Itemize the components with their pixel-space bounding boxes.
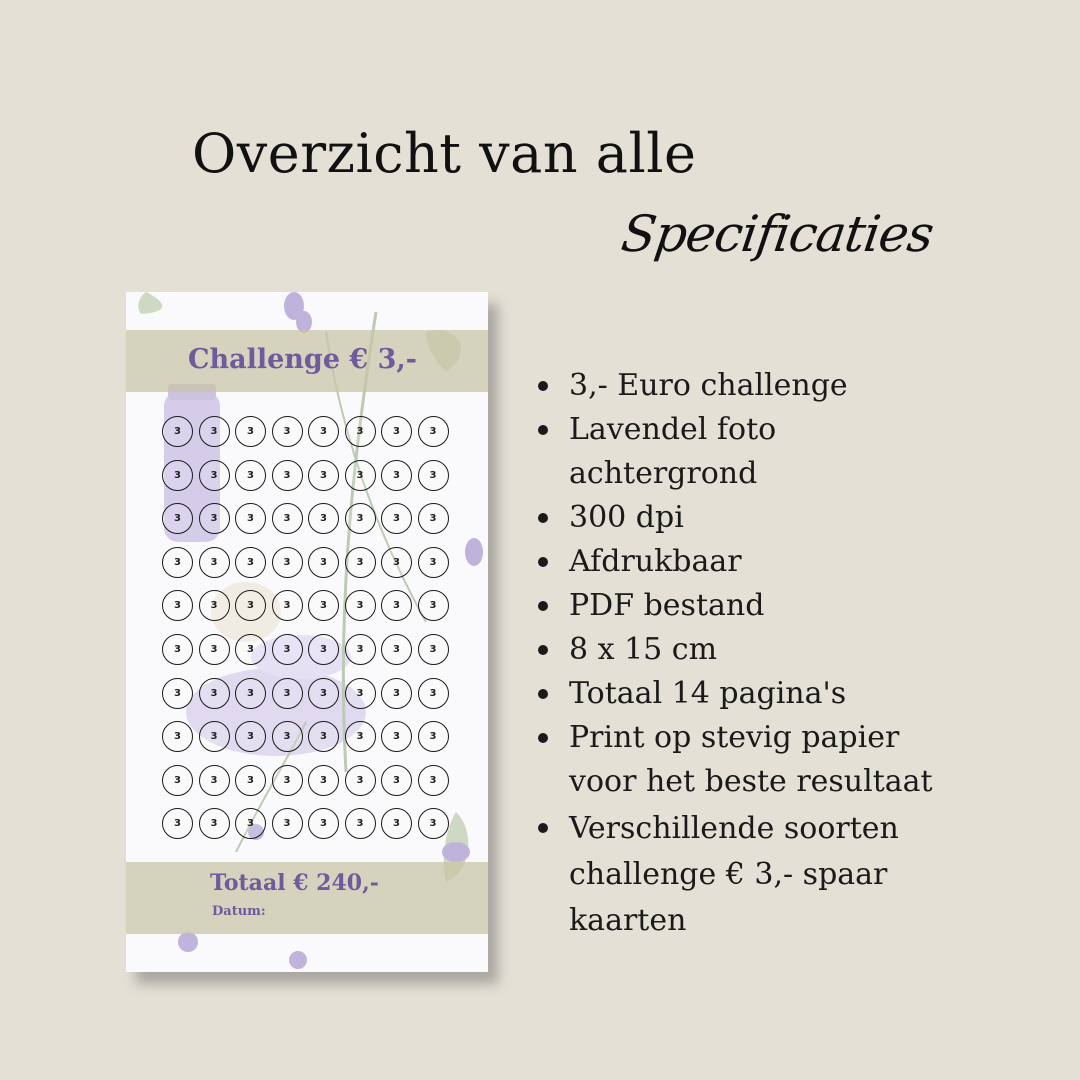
savings-coin: 3: [308, 765, 339, 796]
savings-coin: 3: [381, 547, 412, 578]
savings-coin: 3: [162, 547, 193, 578]
leaf: [138, 292, 162, 314]
savings-coin: 3: [418, 503, 449, 534]
savings-coin: 3: [235, 547, 266, 578]
savings-coin: 3: [308, 678, 339, 709]
savings-coin: 3: [162, 808, 193, 839]
savings-coin: 3: [162, 634, 193, 665]
date-label: Datum:: [212, 904, 266, 919]
bullet-icon: [538, 823, 548, 833]
savings-coin: 3: [162, 503, 193, 534]
savings-coin: 3: [418, 634, 449, 665]
bullet-icon: [538, 513, 548, 523]
spec-item-text: PDF bestand: [569, 588, 765, 623]
savings-coin: 3: [381, 678, 412, 709]
savings-coin: 3: [308, 416, 339, 447]
savings-coin: 3: [272, 547, 303, 578]
savings-coin: 3: [345, 460, 376, 491]
page-subtitle: Specificaties: [617, 205, 937, 263]
savings-coin: 3: [199, 503, 230, 534]
page-title: Overzicht van alle: [192, 122, 697, 185]
savings-coin: 3: [345, 547, 376, 578]
specifications-list: [536, 364, 1056, 944]
savings-coin: 3: [272, 416, 303, 447]
savings-coin: 3: [199, 634, 230, 665]
savings-coin: 3: [418, 721, 449, 752]
spec-item-text: 8 x 15 cm: [569, 632, 718, 667]
savings-coin: 3: [235, 721, 266, 752]
savings-coin: 3: [418, 547, 449, 578]
coin-grid: [162, 416, 454, 852]
savings-coin: 3: [272, 808, 303, 839]
savings-coin: 3: [381, 416, 412, 447]
savings-coin: 3: [381, 808, 412, 839]
savings-coin: 3: [308, 590, 339, 621]
savings-coin: 3: [272, 590, 303, 621]
savings-coin: 3: [418, 765, 449, 796]
savings-coin: 3: [235, 503, 266, 534]
savings-coin: 3: [235, 808, 266, 839]
lavender-flower: [178, 932, 198, 952]
savings-coin: 3: [235, 416, 266, 447]
savings-coin: 3: [235, 765, 266, 796]
spec-item-text: Print op stevig papier voor het beste resultaat: [569, 720, 933, 799]
total-label: Totaal € 240,-: [210, 870, 379, 896]
spec-item: [536, 716, 1056, 804]
bullet-icon: [538, 733, 548, 743]
lavender-flower: [465, 538, 483, 566]
savings-coin: 3: [162, 721, 193, 752]
savings-coin: 3: [272, 634, 303, 665]
savings-coin: 3: [418, 808, 449, 839]
spec-item: [536, 584, 1056, 628]
savings-coin: 3: [272, 503, 303, 534]
savings-coin: 3: [345, 416, 376, 447]
savings-coin: 3: [199, 765, 230, 796]
savings-coin: 3: [199, 547, 230, 578]
savings-coin: 3: [308, 808, 339, 839]
spec-item: [536, 672, 1056, 716]
spec-item: [536, 364, 1056, 408]
savings-coin: 3: [418, 678, 449, 709]
savings-coin: 3: [345, 503, 376, 534]
savings-coin: 3: [418, 590, 449, 621]
spec-item-text: Lavendel foto achtergrond: [569, 412, 777, 491]
spec-item: [536, 628, 1056, 672]
spec-item: [536, 540, 1056, 584]
savings-coin: 3: [272, 765, 303, 796]
savings-coin: 3: [199, 678, 230, 709]
savings-coin: 3: [272, 721, 303, 752]
challenge-title: Challenge € 3,-: [188, 344, 417, 375]
bullet-icon: [538, 425, 548, 435]
savings-coin: 3: [199, 590, 230, 621]
bullet-icon: [538, 645, 548, 655]
savings-coin: 3: [381, 503, 412, 534]
savings-coin: 3: [381, 634, 412, 665]
savings-coin: 3: [162, 460, 193, 491]
savings-coin: 3: [345, 678, 376, 709]
spec-item-text: 3,- Euro challenge: [569, 368, 848, 403]
savings-coin: 3: [199, 721, 230, 752]
spec-item: [536, 408, 1056, 496]
savings-coin: 3: [345, 590, 376, 621]
savings-coin: 3: [418, 460, 449, 491]
bullet-icon: [538, 689, 548, 699]
savings-coin: 3: [381, 765, 412, 796]
spec-item-text: Afdrukbaar: [569, 544, 742, 579]
savings-coin: 3: [235, 678, 266, 709]
savings-coin: 3: [308, 721, 339, 752]
lavender-flower: [289, 951, 307, 969]
savings-coin: 3: [308, 547, 339, 578]
savings-coin: 3: [162, 765, 193, 796]
savings-coin: 3: [308, 634, 339, 665]
bullet-icon: [538, 557, 548, 567]
bullet-icon: [538, 381, 548, 391]
savings-coin: 3: [235, 460, 266, 491]
savings-coin: 3: [235, 590, 266, 621]
savings-coin: 3: [345, 808, 376, 839]
savings-coin: 3: [381, 460, 412, 491]
savings-coin: 3: [345, 721, 376, 752]
savings-coin: 3: [308, 460, 339, 491]
savings-coin: 3: [418, 416, 449, 447]
savings-coin: 3: [381, 721, 412, 752]
savings-coin: 3: [162, 678, 193, 709]
savings-coin: 3: [272, 678, 303, 709]
spec-item-text: Verschillende soorten challenge € 3,- spaar kaarten: [569, 811, 899, 938]
savings-coin: 3: [199, 416, 230, 447]
spec-item: [536, 496, 1056, 540]
spec-item: [536, 806, 1056, 944]
bullet-icon: [538, 601, 548, 611]
savings-coin: 3: [199, 808, 230, 839]
savings-coin: 3: [199, 460, 230, 491]
savings-coin: 3: [162, 416, 193, 447]
savings-coin: 3: [308, 503, 339, 534]
spec-item-text: Totaal 14 pagina's: [569, 676, 847, 711]
savings-coin: 3: [272, 460, 303, 491]
spec-item-text: 300 dpi: [569, 500, 684, 535]
savings-card-preview: [126, 292, 488, 972]
savings-coin: 3: [345, 634, 376, 665]
savings-coin: 3: [162, 590, 193, 621]
savings-coin: 3: [235, 634, 266, 665]
savings-coin: 3: [381, 590, 412, 621]
savings-coin: 3: [345, 765, 376, 796]
